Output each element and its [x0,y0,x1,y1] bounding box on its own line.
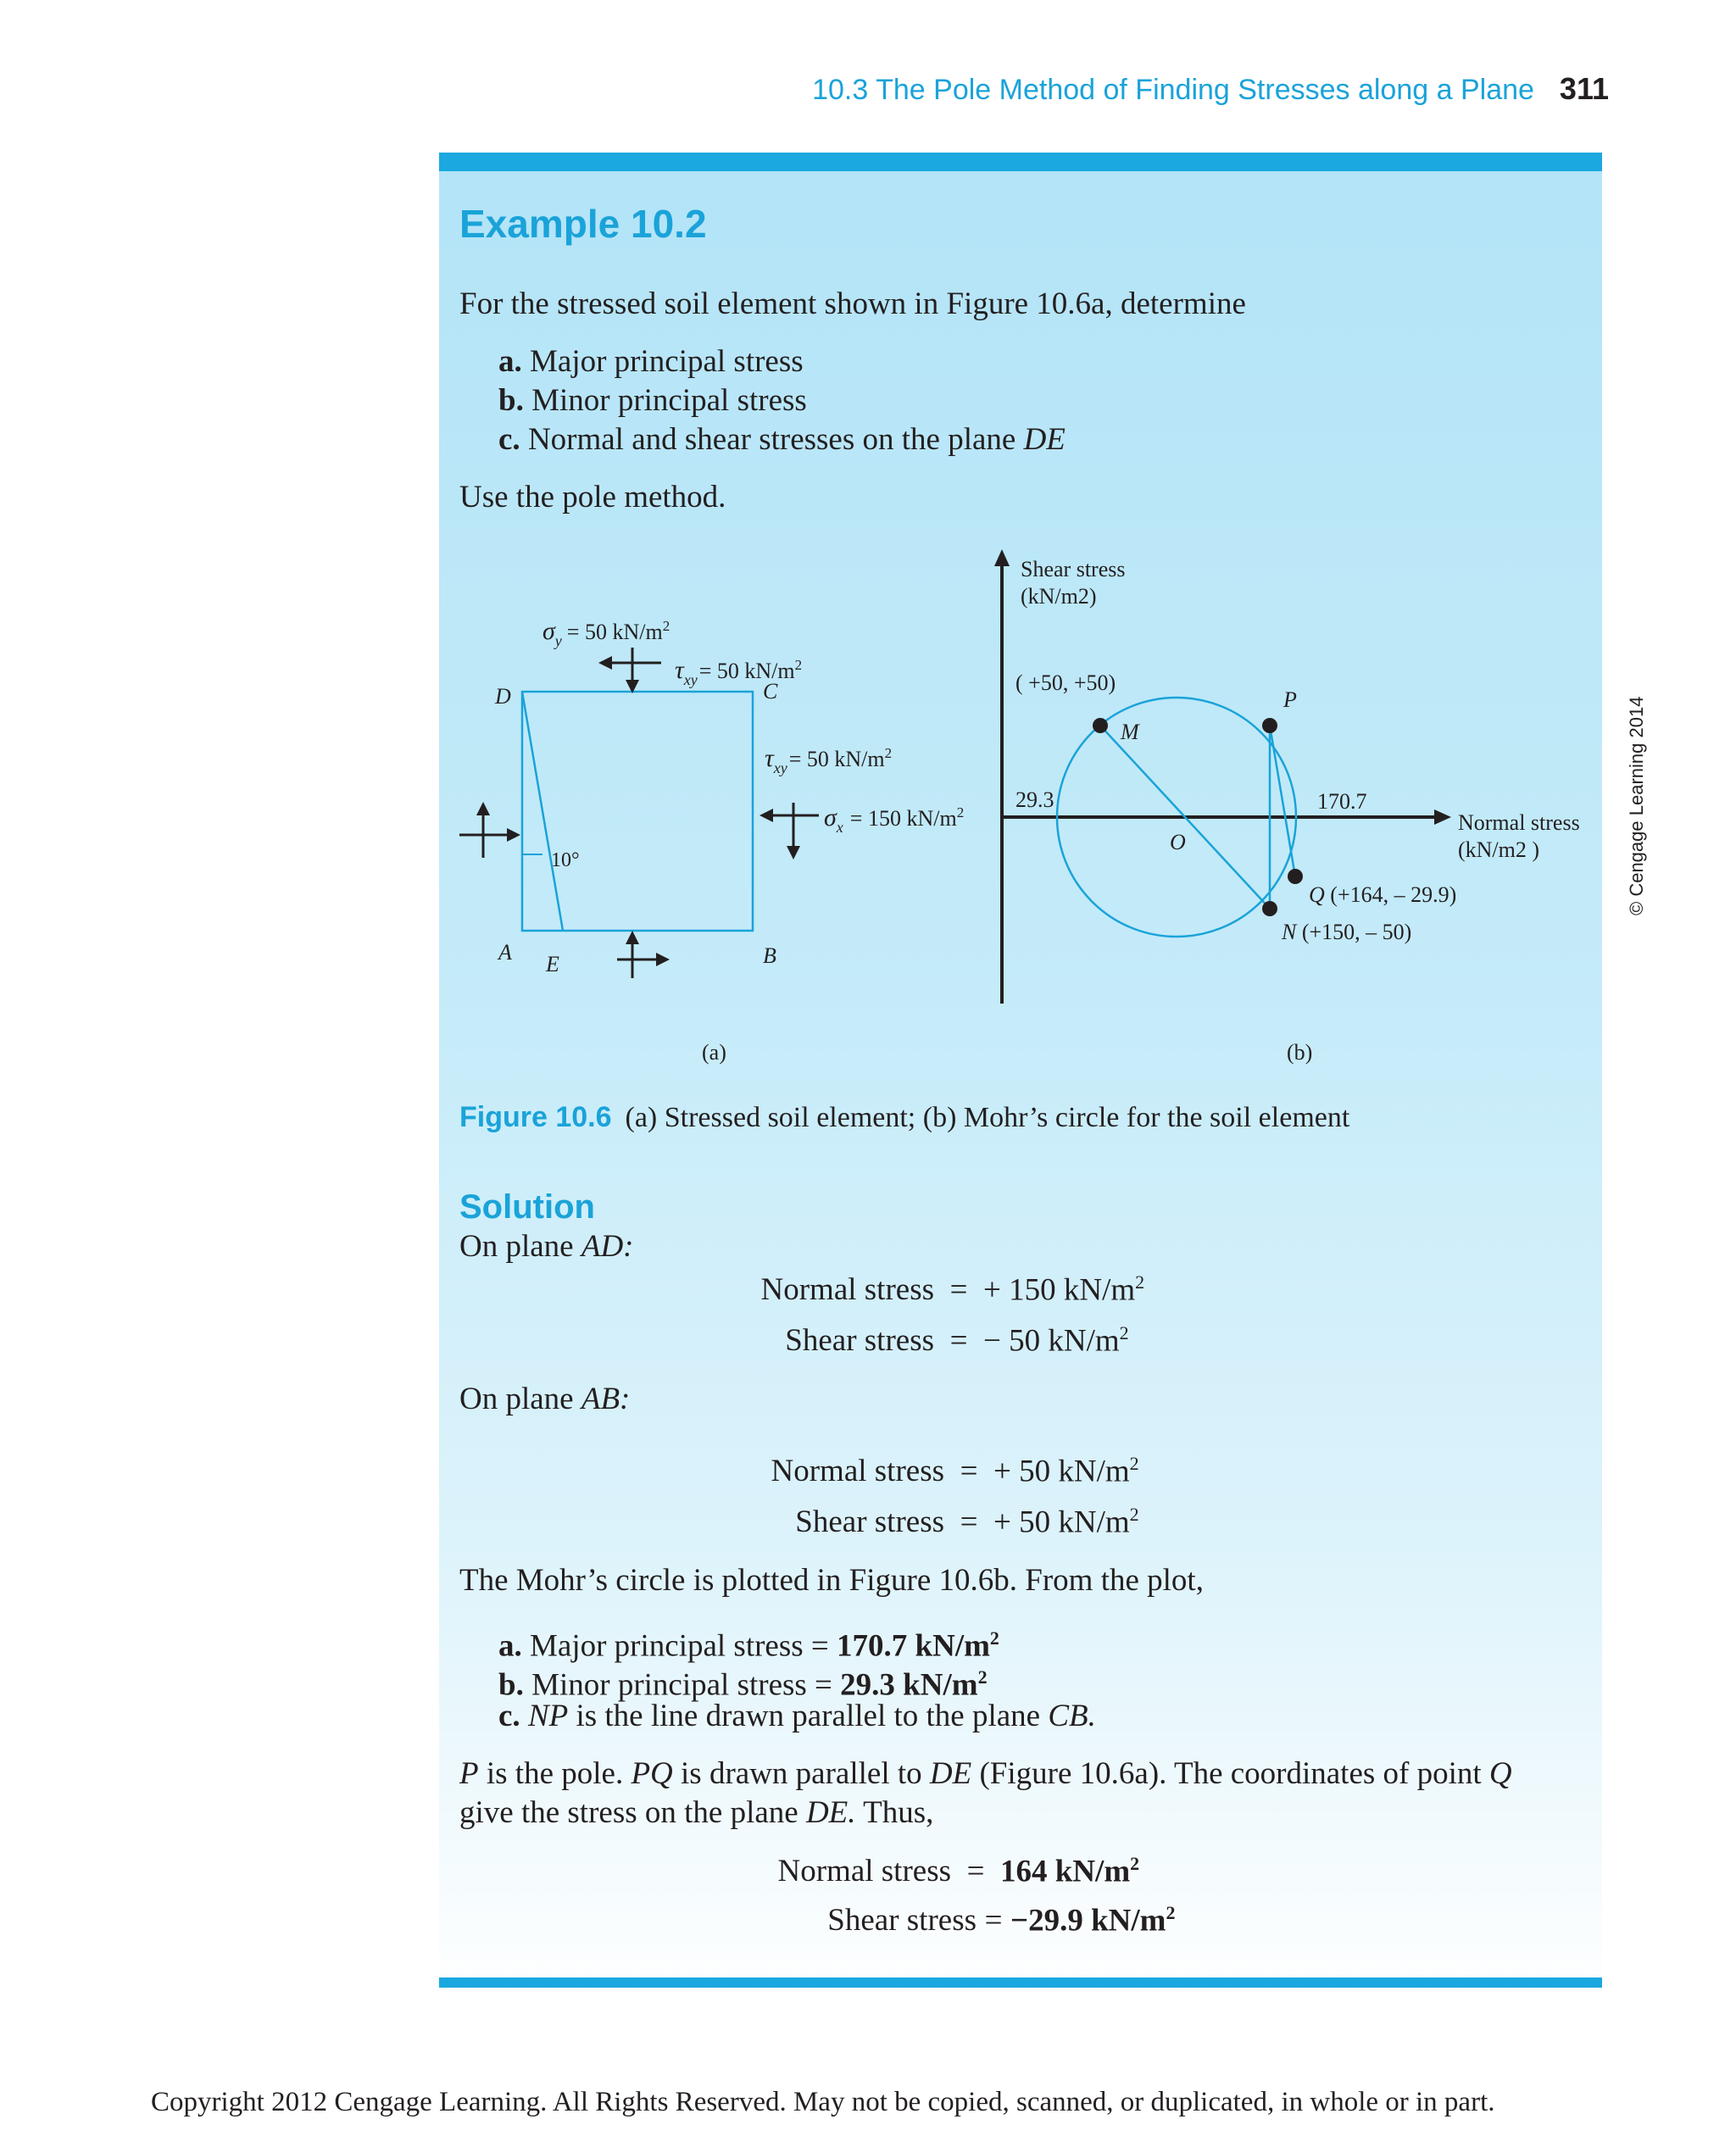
point-p-label: P [1283,687,1297,712]
answer-b: b. Minor principal stress = 29.3 $kN/m^2$ [498,1666,988,1703]
shear-axis-arrow [994,549,1010,566]
sigma-y-label: $\sigma_y = 50$ $kN/m^2$ [542,617,670,649]
figure-10-6 [439,171,1602,1095]
answer-a: a. Major principal stress = 170.7 $kN/m^2$ [498,1627,999,1664]
tau-top-label: $\tau_{xy}= 50$ $kN/m^2$ [675,656,803,688]
tau-right-label: $\tau_{xy}= 50$ $kN/m^2$ [765,744,893,776]
corner-e: E [546,952,559,976]
ad-normal-eq: Normal stress = + 150 $kN/m^2$ [760,1271,1145,1308]
center-o-label: O [1170,830,1186,854]
sigma-x-label: $\sigma_x = 150$ $kN/m^2$ [824,804,965,836]
example-item-a: a. Major principal stress [498,344,804,379]
plane-ad-intro: On plane AD: [459,1229,634,1264]
point-q-label: Q (+164, – 29.9) [1309,882,1457,907]
plane-ab-intro: On plane AB: [459,1382,631,1416]
ad-shear-eq: Shear stress = − 50 $kN/m^2$ [785,1322,1129,1359]
plane-de-line [522,692,563,931]
pole-line-1: P is the pole. PQ is drawn parallel to DE (Figure 10.6a). The coordinates of point Q [459,1756,1512,1791]
final-shear-eq: Shear stress = −29.9 $kN/m^2$ [827,1902,1176,1938]
line-pq [1270,726,1295,876]
ab-normal-eq: Normal stress = + 50 $kN/m^2$ [771,1453,1139,1489]
angle-label: 10° [551,849,580,871]
page-number: 311 [1559,71,1609,106]
point-p [1262,718,1277,733]
shear-axis-label-1: Shear stress [1021,557,1126,581]
max-principal-label: 170.7 [1317,789,1367,814]
subfigure-a-label: (a) [702,1040,726,1065]
example-box-bottom-rule [439,1977,1602,1988]
normal-axis-arrow [1434,809,1451,825]
corner-a: A [498,940,512,965]
example-box [439,153,1602,2006]
corner-c: C [763,679,778,704]
running-header [812,71,1609,107]
normal-axis-label-1: Normal stress [1458,810,1580,835]
example-item-b: b. Minor principal stress [498,383,807,418]
shear-axis-label-2: (kN/m2) [1021,584,1097,609]
final-normal-eq: Normal stress = 164 $kN/m^2$ [777,1853,1140,1889]
plot-sentence: The Mohr’s circle is plotted in Figure 10.6b. From the plot, [459,1563,1204,1598]
section-title: 10.3 The Pole Method of Finding Stresses along a Plane [812,74,1534,106]
answer-c: c. NP is the line drawn parallel to the plane CB. [498,1699,1096,1733]
example-title: Example 10.2 [459,202,707,246]
example-intro: For the stressed soil element shown in Figure 10.6a, determine [459,286,1246,321]
pole-line-2: give the stress on the plane DE. Thus, [459,1795,934,1830]
subfigure-b-label: (b) [1287,1040,1313,1065]
point-n-label: N (+150, – 50) [1282,920,1412,944]
copyright-footer: Copyright 2012 Cengage Learning. All Rights Reserved. May not be copied, scanned, or duplicated, in whole or in part. [151,2087,1495,2117]
point-m-label: M [1121,720,1139,744]
ab-shear-eq: Shear stress = + 50 $kN/m^2$ [795,1504,1139,1540]
corner-b: B [763,943,776,968]
corner-d: D [495,684,511,709]
example-item-c: c. Normal and shear stresses on the plane DE [498,422,1066,457]
point-m-coordinates: ( +50, +50) [1015,670,1116,695]
point-n [1262,901,1277,916]
method-line: Use the pole method. [459,480,726,515]
side-credit: © Cengage Learning 2014 [1626,696,1647,915]
figure-caption: Figure 10.6 (a) Stressed soil element; (b) Mohr’s circle for the soil element [459,1101,1350,1133]
point-q [1288,869,1303,884]
solution-heading: Solution [459,1188,595,1226]
min-principal-label: 29.3 [1015,787,1054,812]
normal-axis-label-2: (kN/m2 ) [1458,837,1540,862]
point-m [1093,718,1108,733]
